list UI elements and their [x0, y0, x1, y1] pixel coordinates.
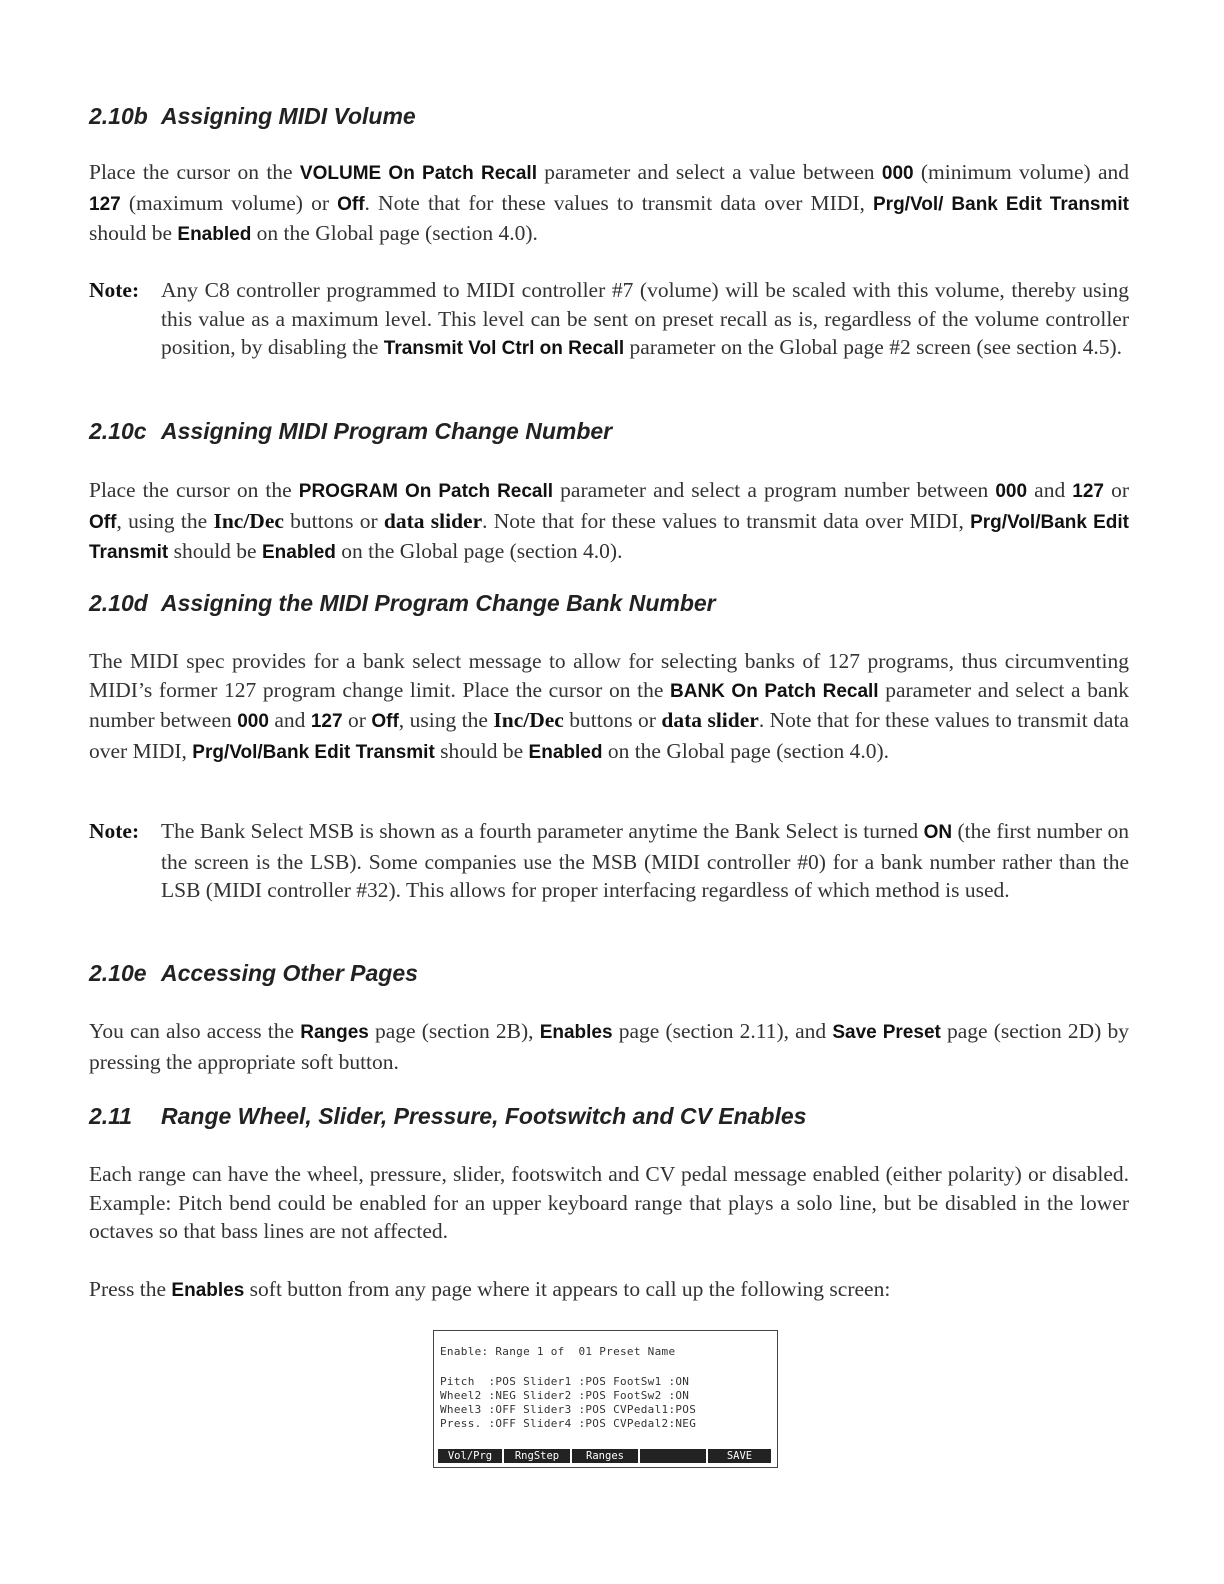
- heading-2-11: 2.11 Range Wheel, Slider, Pressure, Footswitch and CV Enables: [89, 1103, 807, 1129]
- heading-2-10c: 2.10c Assigning MIDI Program Change Number: [89, 418, 613, 444]
- paragraph-enables-button: Press the Enables soft button from any page where it appears to call up the following screen:: [89, 1277, 891, 1301]
- lcd-softkeys: [438, 1449, 771, 1463]
- heading-2-10b: 2.10b Assigning MIDI Volume: [89, 103, 416, 129]
- paragraph-program: Place the cursor on the PROGRAM On Patch Recall parameter and select a program number between 000 and 127 or Off, using the Inc/Dec buttons or data slider. Note that for these values to transmit data over MIDI, Prg/Vol/Bank Edit Transmit should be Enabled on the Global page (section 4.0).: [89, 478, 1129, 563]
- softkey-blank: [640, 1449, 706, 1463]
- note-bank: [89, 817, 1129, 905]
- note-text: The Bank Select MSB is shown as a fourth parameter anytime the Bank Select is turned ON (the first number on the screen is the LSB). Some companies use the MSB (MIDI controller #0) for a bank number rather than the LSB (MIDI controller #32). This allows for proper interfacing regardless of which method is used.: [161, 819, 1129, 902]
- paragraph-volume: Place the cursor on the VOLUME On Patch Recall parameter and select a value between 000 (minimum volume) and 127 (maximum volume) or Off. Note that for these values to transmit data over MIDI, Prg/Vol/ Bank Edit Transmit should be Enabled on the Global page (section 4.0).: [89, 160, 1130, 245]
- softkey-vol-prg: Vol/Prg: [438, 1449, 502, 1463]
- lcd-row: Wheel2 :NEG Slider2 :POS FootSw2 :ON: [440, 1389, 690, 1402]
- note-label: Note:: [89, 819, 140, 843]
- note-volume: [89, 276, 1129, 364]
- softkey-save: SAVE: [708, 1449, 771, 1463]
- softkey-ranges: Ranges: [572, 1449, 638, 1463]
- heading-2-10d: 2.10d Assigning the MIDI Program Change Bank Number: [89, 590, 716, 616]
- lcd-row: Press. :OFF Slider4 :POS CVPedal2:NEG: [440, 1417, 697, 1430]
- lcd-header: Enable: Range 1 of 01 Preset Name: [440, 1345, 676, 1358]
- lcd-row: Pitch :POS Slider1 :POS FootSw1 :ON: [440, 1375, 690, 1388]
- paragraph-other-pages: You can also access the Ranges page (section 2B), Enables page (section 2.11), and Save Preset page (section 2D) by pressing the appropriate soft button.: [89, 1019, 1129, 1074]
- paragraph-bank: The MIDI spec provides for a bank select message to allow for selecting banks of 127 programs, thus circumventing MIDI’s former 127 program change limit. Place the cursor on the BANK On Patch Recall parameter and select a bank number between 000 and 127 or Off, using the Inc/Dec buttons or data slider. Note that for these values to transmit data over MIDI, Prg/Vol/Bank Edit Transmit should be Enabled on the Global page (section 4.0).: [89, 649, 1129, 763]
- paragraph-enables: Each range can have the wheel, pressure, slider, footswitch and CV pedal message enabled (either polarity) or disabled. Example: Pitch bend could be enabled for an upper keyboard range that plays a solo line, but be disabled in the lower octaves so that bass lines are not affected.: [89, 1162, 1129, 1243]
- softkey-rngstep: RngStep: [504, 1449, 570, 1463]
- lcd-screen: [433, 1330, 778, 1468]
- note-text: Any C8 controller programmed to MIDI controller #7 (volume) will be scaled with this volume, thereby using this value as a maximum level. This level can be sent on preset recall as is, regardless of the volume controller position, by disabling the Transmit Vol Ctrl on Recall parameter on the Global page #2 screen (see section 4.5).: [161, 278, 1129, 359]
- lcd-row: Wheel3 :OFF Slider3 :POS CVPedal1:POS: [440, 1403, 697, 1416]
- heading-2-10e: 2.10e Accessing Other Pages: [89, 960, 418, 986]
- note-label: Note:: [89, 278, 140, 302]
